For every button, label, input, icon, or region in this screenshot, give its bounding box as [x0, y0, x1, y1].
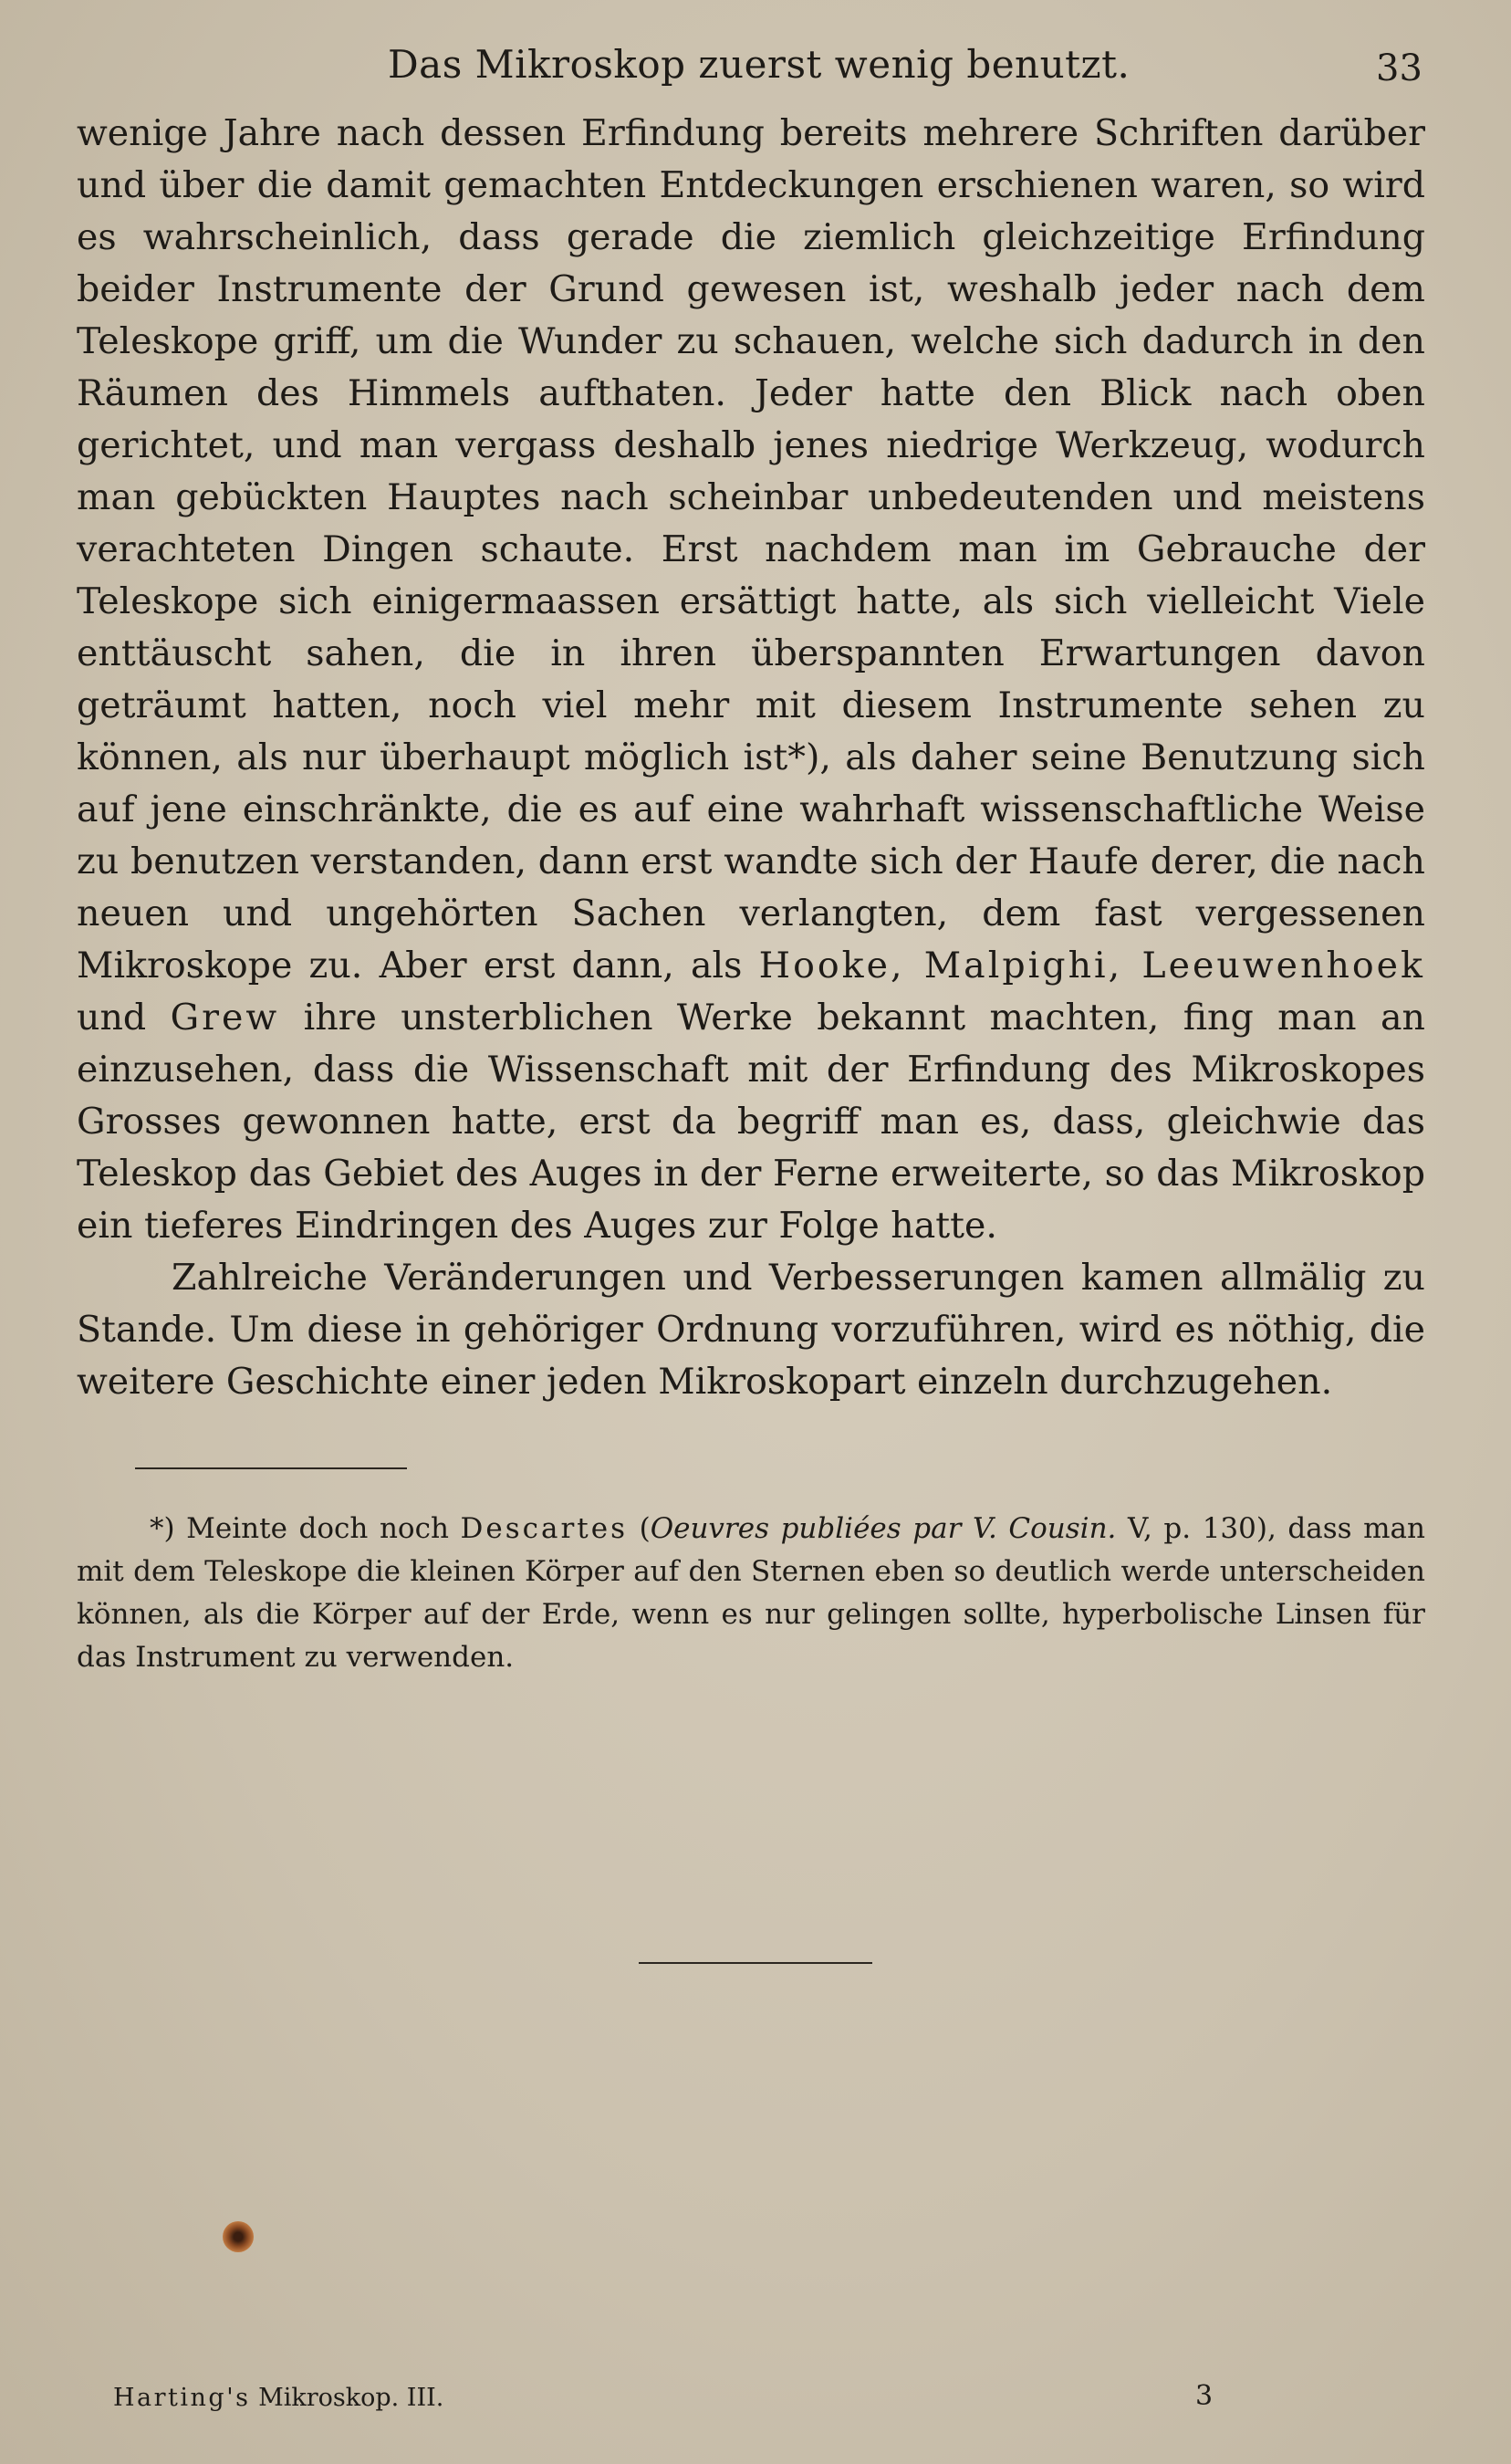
signature-line: [113, 2384, 443, 2412]
footnote-work: Oeuvres publiées par: [650, 1512, 962, 1545]
signature-name: Harting's: [113, 2384, 251, 2412]
paragraph-2: [77, 1252, 1425, 1408]
paragraph-1-text-a: wenige Jahre nach dessen Erfindung bereits mehrere Schriften darüber und über die damit gemachten Entdeckungen erschienen waren, so wird es wahrscheinlich, dass gerade die ziemlich gleichzeitige Erfindung beider Instrumente der Grund gewesen ist, weshalb jeder nach dem Teleskope griff, um die Wunder zu schauen, welche sich dadurch in den Räumen des Himmels aufthaten. Jeder hatte den Blick nach oben gerichtet, und man vergass deshalb jenes niedrige Werkzeug, wodurch man gebückten Hauptes nach scheinbar unbedeutenden und meistens verachteten Dingen schaute. Erst nachdem man im Gebrauche der Teleskope sich einigermaassen ersättigt hatte, als sich vielleicht Viele enttäuscht sahen, die in ihren überspannten Erwartungen davon geträumt hatten, noch viel mehr mit diesem Instrumente sehen zu können, als nur überhaupt möglich ist*), als daher seine Benutzung sich auf jene einschränkte, die es auf eine wahrhaft wissenschaftliche Weise zu benutzen verstanden, dann erst wandte sich der Haufe derer, die nach neuen und ungehörten Sachen verlangten, dem fast vergessenen Mikroskope zu. Aber erst dann, als: [77, 112, 1425, 987]
name-grew: Grew: [170, 997, 280, 1039]
footnote-marker: *) Meinte doch noch: [150, 1512, 461, 1545]
names-spaced: Hooke, Malpighi, Leeuwenhoek: [758, 945, 1425, 987]
footnote-rule: [135, 1467, 407, 1469]
footnote: [77, 1508, 1425, 1679]
footnote-editor: V. Cousin.: [961, 1512, 1117, 1545]
end-rule: [639, 1962, 872, 1964]
footnote-author: Descartes: [460, 1512, 628, 1545]
running-title: Das Mikroskop zuerst wenig benutzt.: [388, 42, 1131, 87]
body-text: [77, 108, 1425, 1408]
page-number: 33: [1376, 47, 1422, 89]
paragraph-1: [77, 108, 1425, 1252]
paragraph-1-text-b: und: [77, 997, 171, 1039]
sheet-number: 3: [1195, 2380, 1214, 2412]
paper-stain: [223, 2221, 254, 2252]
running-head: [0, 42, 1511, 106]
paragraph-1-text-c: ihre unsterblichen Werke bekannt machten, fing man an einzusehen, dass die Wissenschaft mit der Erfindung des Mikroskopes Grosses gewonnen hatte, erst da begriff man es, dass, gleichwie das Teleskop das Gebiet des Auges in der Ferne erweiterte, so das Mikroskop ein tieferes Eindringen des Auges zur Folge hatte.: [77, 997, 1425, 1247]
footnote-ref: V, p. 130), dass man mit dem Teleskope die kleinen Körper auf den Sternen eben so deutlich werde unterscheiden können, als die Körper auf der Erde, wenn es nur gelingen sollte, hyperbolische Linsen für das Instrument zu verwenden.: [77, 1512, 1425, 1674]
footnote-open-paren: (: [628, 1512, 651, 1545]
paragraph-2-text: Zahlreiche Veränderungen und Verbesserungen kamen allmälig zu Stande. Um diese in gehöriger Ordnung vorzuführen, wird es nöthig, die weitere Geschichte einer jeden Mikroskopart einzeln durchzugehen.: [77, 1257, 1425, 1403]
footnote-paragraph: [77, 1508, 1425, 1679]
signature-rest: Mikroskop. III.: [250, 2384, 444, 2412]
